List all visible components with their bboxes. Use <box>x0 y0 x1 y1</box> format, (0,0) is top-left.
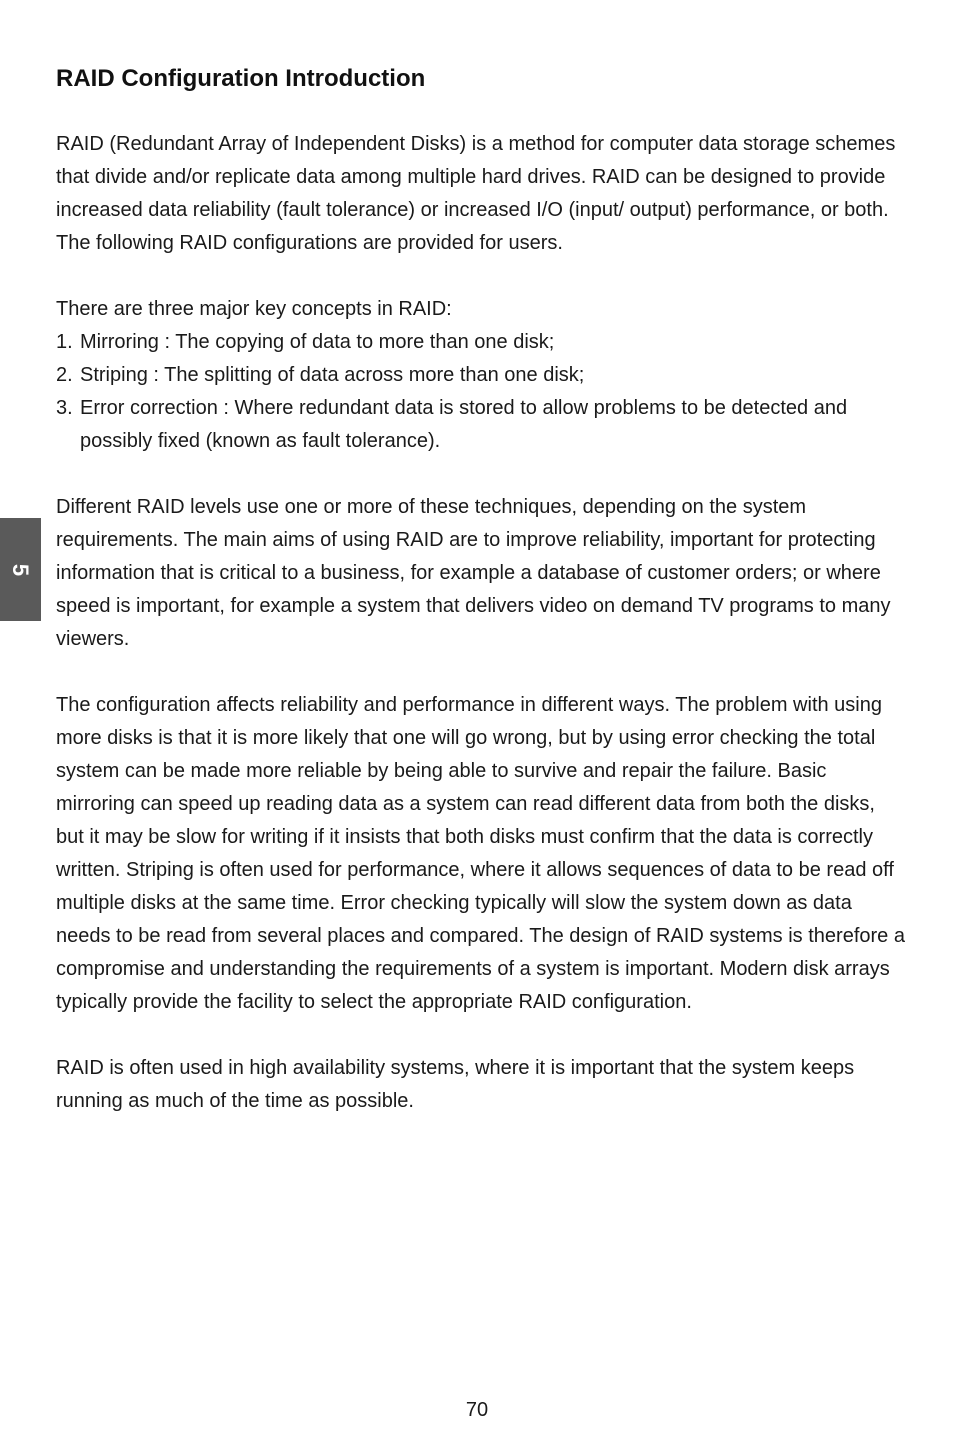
intro-paragraph: RAID (Redundant Array of Independent Disks) is a method for computer data storage schemes that divide and/or replicate data among multiple hard drives. RAID can be designed to provide increased data reliability (fault tolerance) or increased I/O (input/ output) performance, or both. The following RAID configurations are provided for users. <box>56 133 896 254</box>
list-item-text: Striping : The splitting of data across more than one disk; <box>80 364 585 386</box>
concepts-list <box>56 326 906 458</box>
page-number: 70 <box>465 1399 489 1421</box>
configuration-paragraph: The configuration affects reliability and performance in different ways. The problem with using more disks is that it is more likely that one will go wrong, but by using error checking the total system can be made more reliable by being able to survive and repair the failure. Basic mirroring can speed up reading data as a system can read different data from both the disks, but it may be slow for writing if it insists that both disks must confirm that the data is correctly written. Striping is often used for performance, where it allows sequences of data to be read off multiple disks at the same time. Error checking typically will slow the system down as data needs to be read from several places and compared. The design of RAID systems is therefore a compromise and understanding the requirements of a system is important. Modern disk arrays typically provide the facility to select the appropriate RAID configuration. <box>56 694 905 1013</box>
page-content <box>56 60 906 1118</box>
raid-levels-paragraph: Different RAID levels use one or more of these techniques, depending on the system requirements. The main aims of using RAID are to improve reliability, important for protecting information that is critical to a business, for example a database of customer orders; or where speed is important, for example a system that delivers video on demand TV programs to many viewers. <box>56 496 891 650</box>
concepts-lead: There are three major key concepts in RAID: <box>56 298 452 320</box>
list-item-number: 1. <box>56 331 73 353</box>
chapter-tab-number: 5 <box>8 563 34 576</box>
page-title: RAID Configuration Introduction <box>56 65 426 92</box>
list-item-number: 2. <box>56 364 73 386</box>
list-item <box>56 392 906 458</box>
list-item-number: 3. <box>56 397 73 419</box>
availability-paragraph: RAID is often used in high availability systems, where it is important that the system keeps running as much of the time as possible. <box>56 1057 855 1112</box>
list-item-text: Error correction : Where redundant data is stored to allow problems to be detected and possibly fixed (known as fault tolerance). <box>80 397 848 452</box>
list-item <box>56 326 906 359</box>
chapter-tab <box>0 518 41 621</box>
list-item-text: Mirroring : The copying of data to more than one disk; <box>80 331 555 353</box>
list-item <box>56 359 906 392</box>
